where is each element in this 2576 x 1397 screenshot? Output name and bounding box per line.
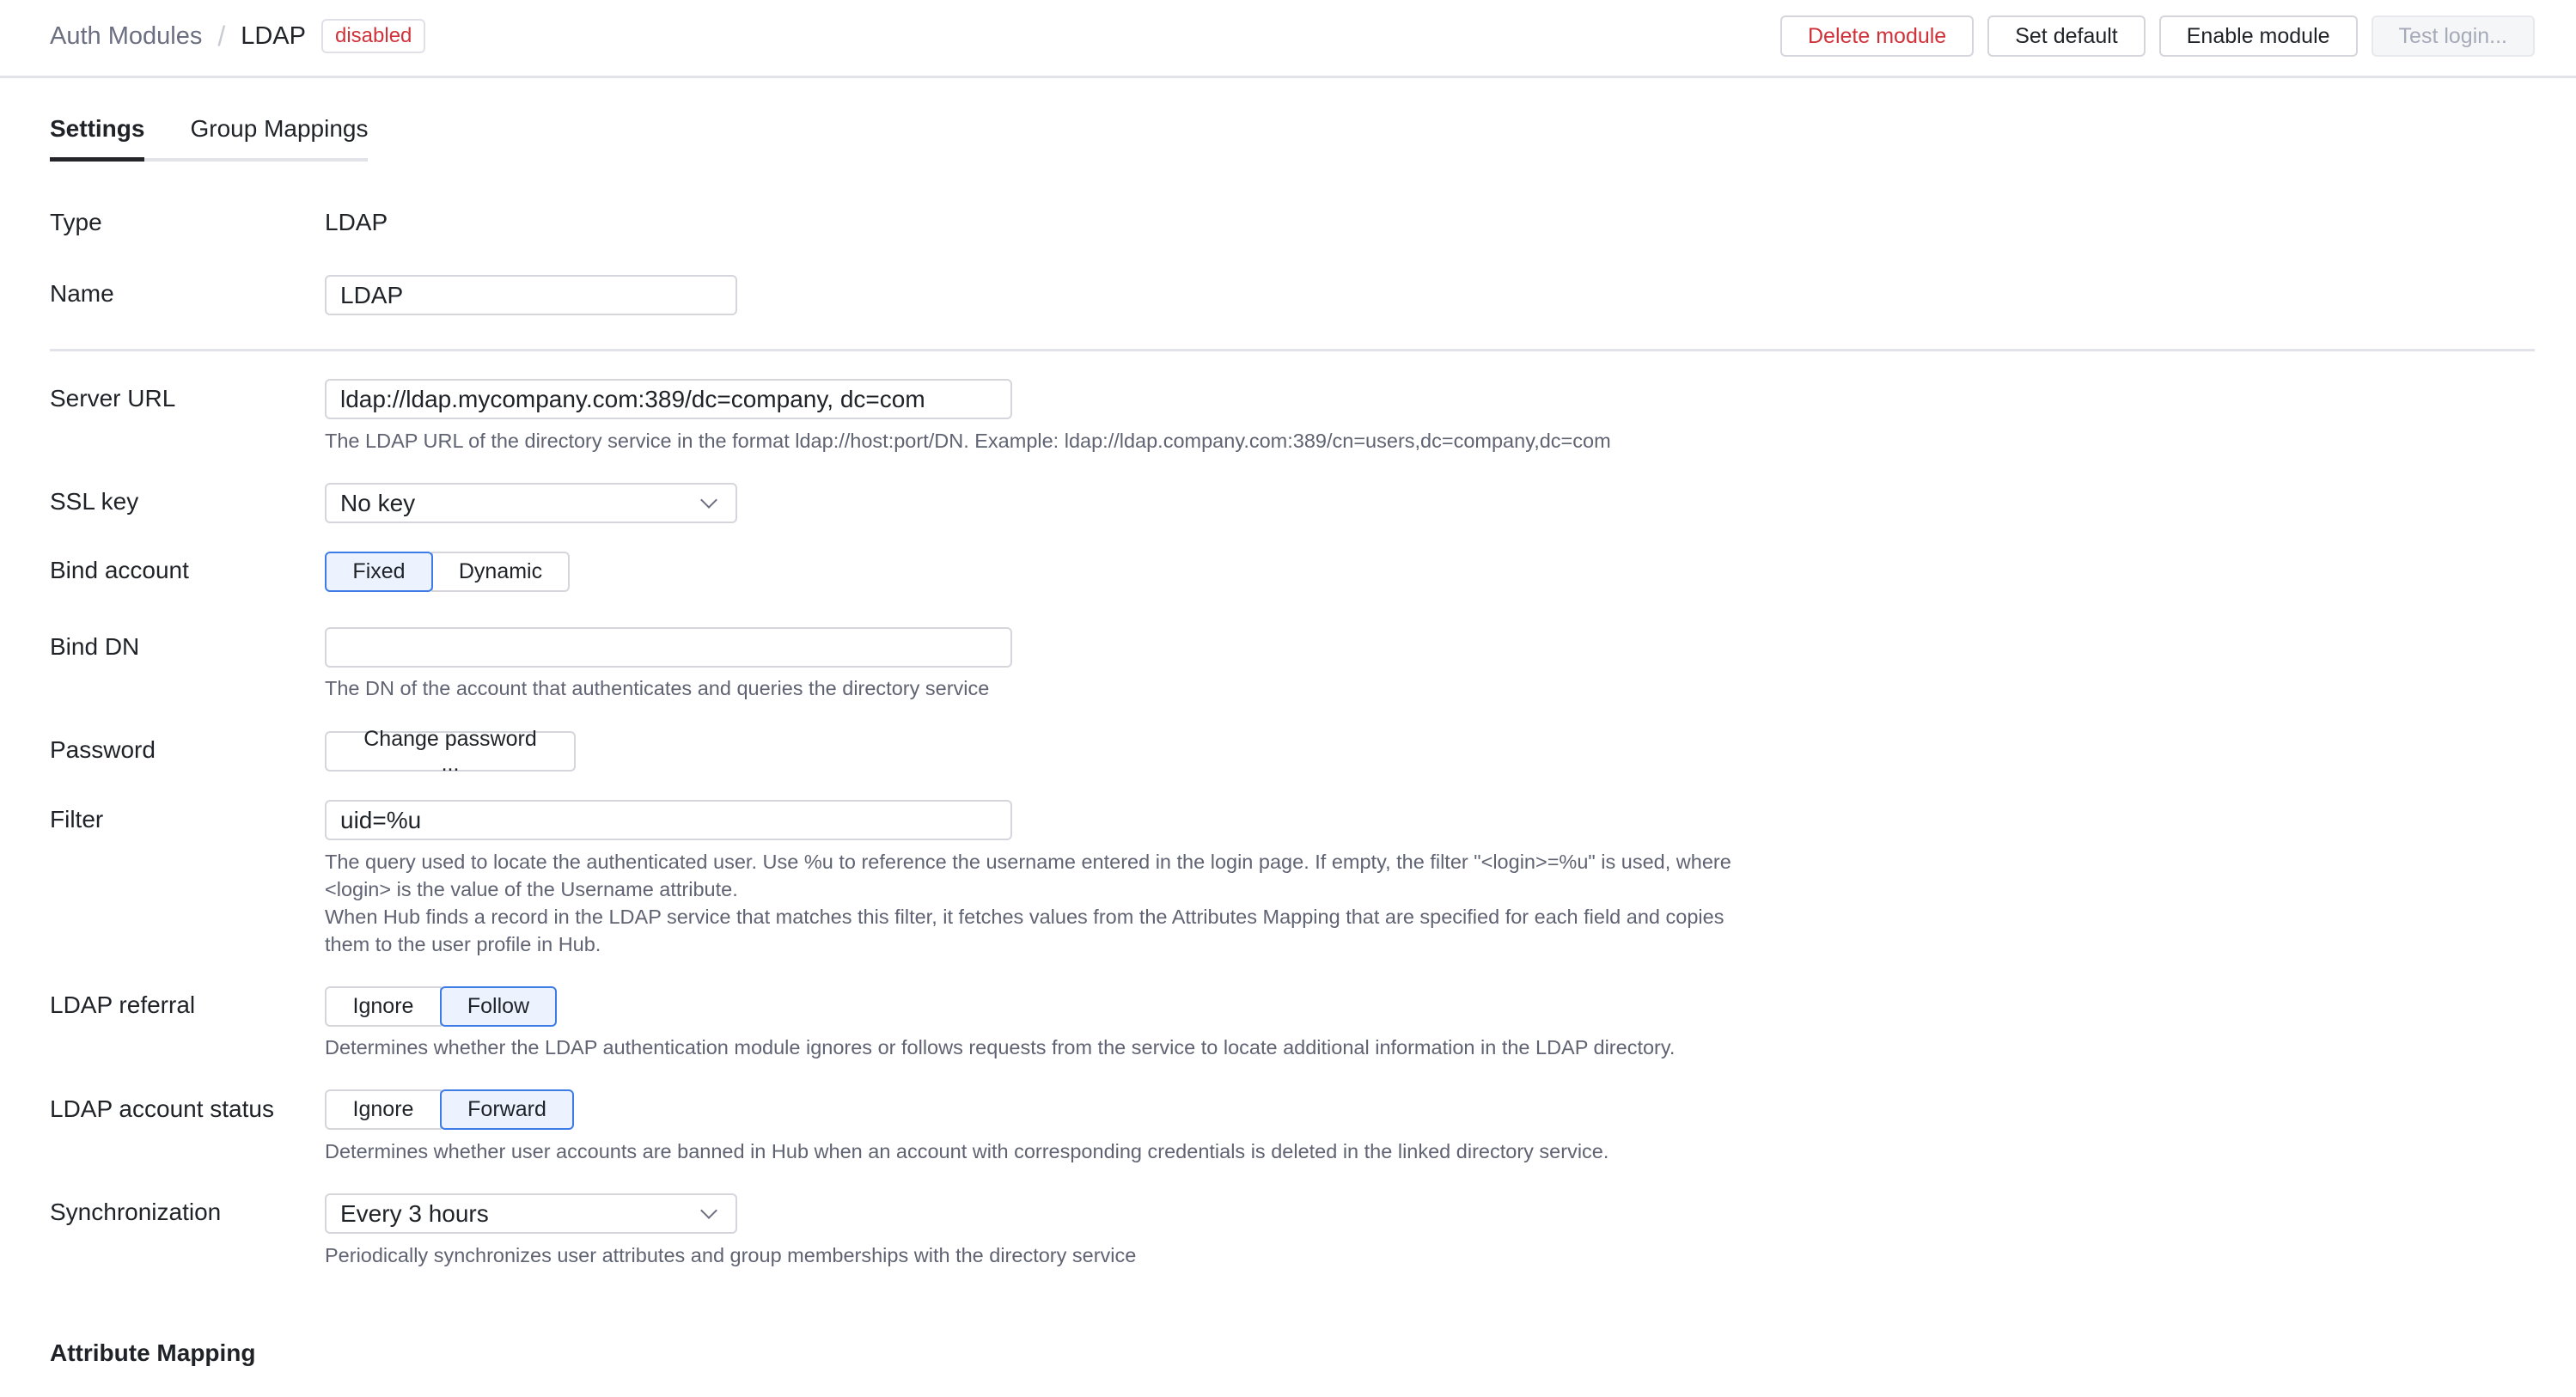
tab-bar <box>50 115 368 162</box>
bind-account-dynamic-option[interactable]: Dynamic <box>431 552 570 592</box>
filter-label: Filter <box>50 806 104 833</box>
filter-help-line-3: When Hub finds a record in the LDAP service that matches this filter, it fetches values from the Attributes Mapping that are specified for each field and copies <box>325 906 1724 928</box>
password-label: Password <box>50 736 156 763</box>
ldap-account-status-help: Determines whether user accounts are banned in Hub when an account with corresponding credentials is deleted in the linked directory service. <box>325 1140 1609 1162</box>
delete-module-button[interactable]: Delete module <box>1780 15 1974 57</box>
synchronization-label: Synchronization <box>50 1199 222 1225</box>
ldap-account-status-forward-option[interactable]: Forward <box>440 1089 574 1130</box>
type-label: Type <box>50 209 102 235</box>
filter-help-line-2: <login> is the value of the Username attribute. <box>325 878 738 900</box>
synchronization-value: Every 3 hours <box>340 1199 489 1227</box>
server-url-help: The LDAP URL of the directory service in the format ldap://host:port/DN. Example: ldap://ldap.company.com:389/cn=users,dc=company,dc=com <box>325 430 1611 452</box>
bind-account-label: Bind account <box>50 557 189 583</box>
ldap-referral-ignore-option[interactable]: Ignore <box>325 986 442 1027</box>
chevron-down-icon <box>700 491 717 509</box>
change-password-button[interactable]: Change password ... <box>325 731 576 772</box>
ldap-account-status-toggle <box>325 1089 574 1130</box>
type-value: LDAP <box>325 209 388 235</box>
ssl-key-value: No key <box>340 489 416 516</box>
section-divider <box>50 349 2535 351</box>
attribute-mapping-title: Attribute Mapping <box>50 1339 256 1366</box>
server-url-input[interactable]: ldap://ldap.mycompany.com:389/dc=company, dc=com <box>325 379 1012 419</box>
server-url-label: Server URL <box>50 385 176 412</box>
breadcrumb-auth-modules-link[interactable]: Auth Modules <box>50 21 203 50</box>
bind-account-toggle <box>325 552 570 592</box>
filter-input[interactable]: uid=%u <box>325 800 1012 840</box>
ldap-referral-toggle <box>325 986 557 1027</box>
bind-account-fixed-option[interactable]: Fixed <box>325 552 433 592</box>
ldap-account-status-ignore-option[interactable]: Ignore <box>325 1089 442 1130</box>
name-input[interactable]: LDAP <box>325 275 737 315</box>
enable-module-button[interactable]: Enable module <box>2159 15 2358 57</box>
filter-help-line-1: The query used to locate the authenticated user. Use %u to reference the username entered in the login page. If empty, the filter "<login>=%u" is used, where <box>325 851 1731 873</box>
page-header <box>0 0 2576 78</box>
test-login-button: Test login... <box>2372 15 2535 57</box>
bind-dn-label: Bind DN <box>50 633 140 660</box>
set-default-button[interactable]: Set default <box>1987 15 2146 57</box>
ssl-key-select[interactable] <box>325 483 737 523</box>
breadcrumb-current: LDAP <box>241 21 306 50</box>
ldap-referral-label: LDAP referral <box>50 991 196 1018</box>
chevron-down-icon <box>700 1202 717 1219</box>
ldap-account-status-label: LDAP account status <box>50 1095 274 1122</box>
ldap-referral-help: Determines whether the LDAP authentication module ignores or follows requests from the service to locate additional information in the LDAP directory. <box>325 1036 1676 1058</box>
ldap-referral-follow-option[interactable]: Follow <box>440 986 557 1027</box>
breadcrumb <box>50 19 425 53</box>
filter-help-line-4: them to the user profile in Hub. <box>325 933 601 955</box>
synchronization-help: Periodically synchronizes user attributes and group memberships with the directory service <box>325 1244 1137 1266</box>
tab-settings[interactable]: Settings <box>50 115 144 158</box>
tab-group-mappings[interactable]: Group Mappings <box>190 115 369 142</box>
synchronization-select[interactable] <box>325 1193 737 1234</box>
bind-dn-help: The DN of the account that authenticates and queries the directory service <box>325 677 990 699</box>
bind-dn-input[interactable] <box>325 627 1012 668</box>
status-badge: disabled <box>321 19 425 53</box>
breadcrumb-separator: / <box>217 20 226 52</box>
header-actions <box>1780 15 2535 57</box>
name-label: Name <box>50 280 114 307</box>
ssl-key-label: SSL key <box>50 488 139 515</box>
